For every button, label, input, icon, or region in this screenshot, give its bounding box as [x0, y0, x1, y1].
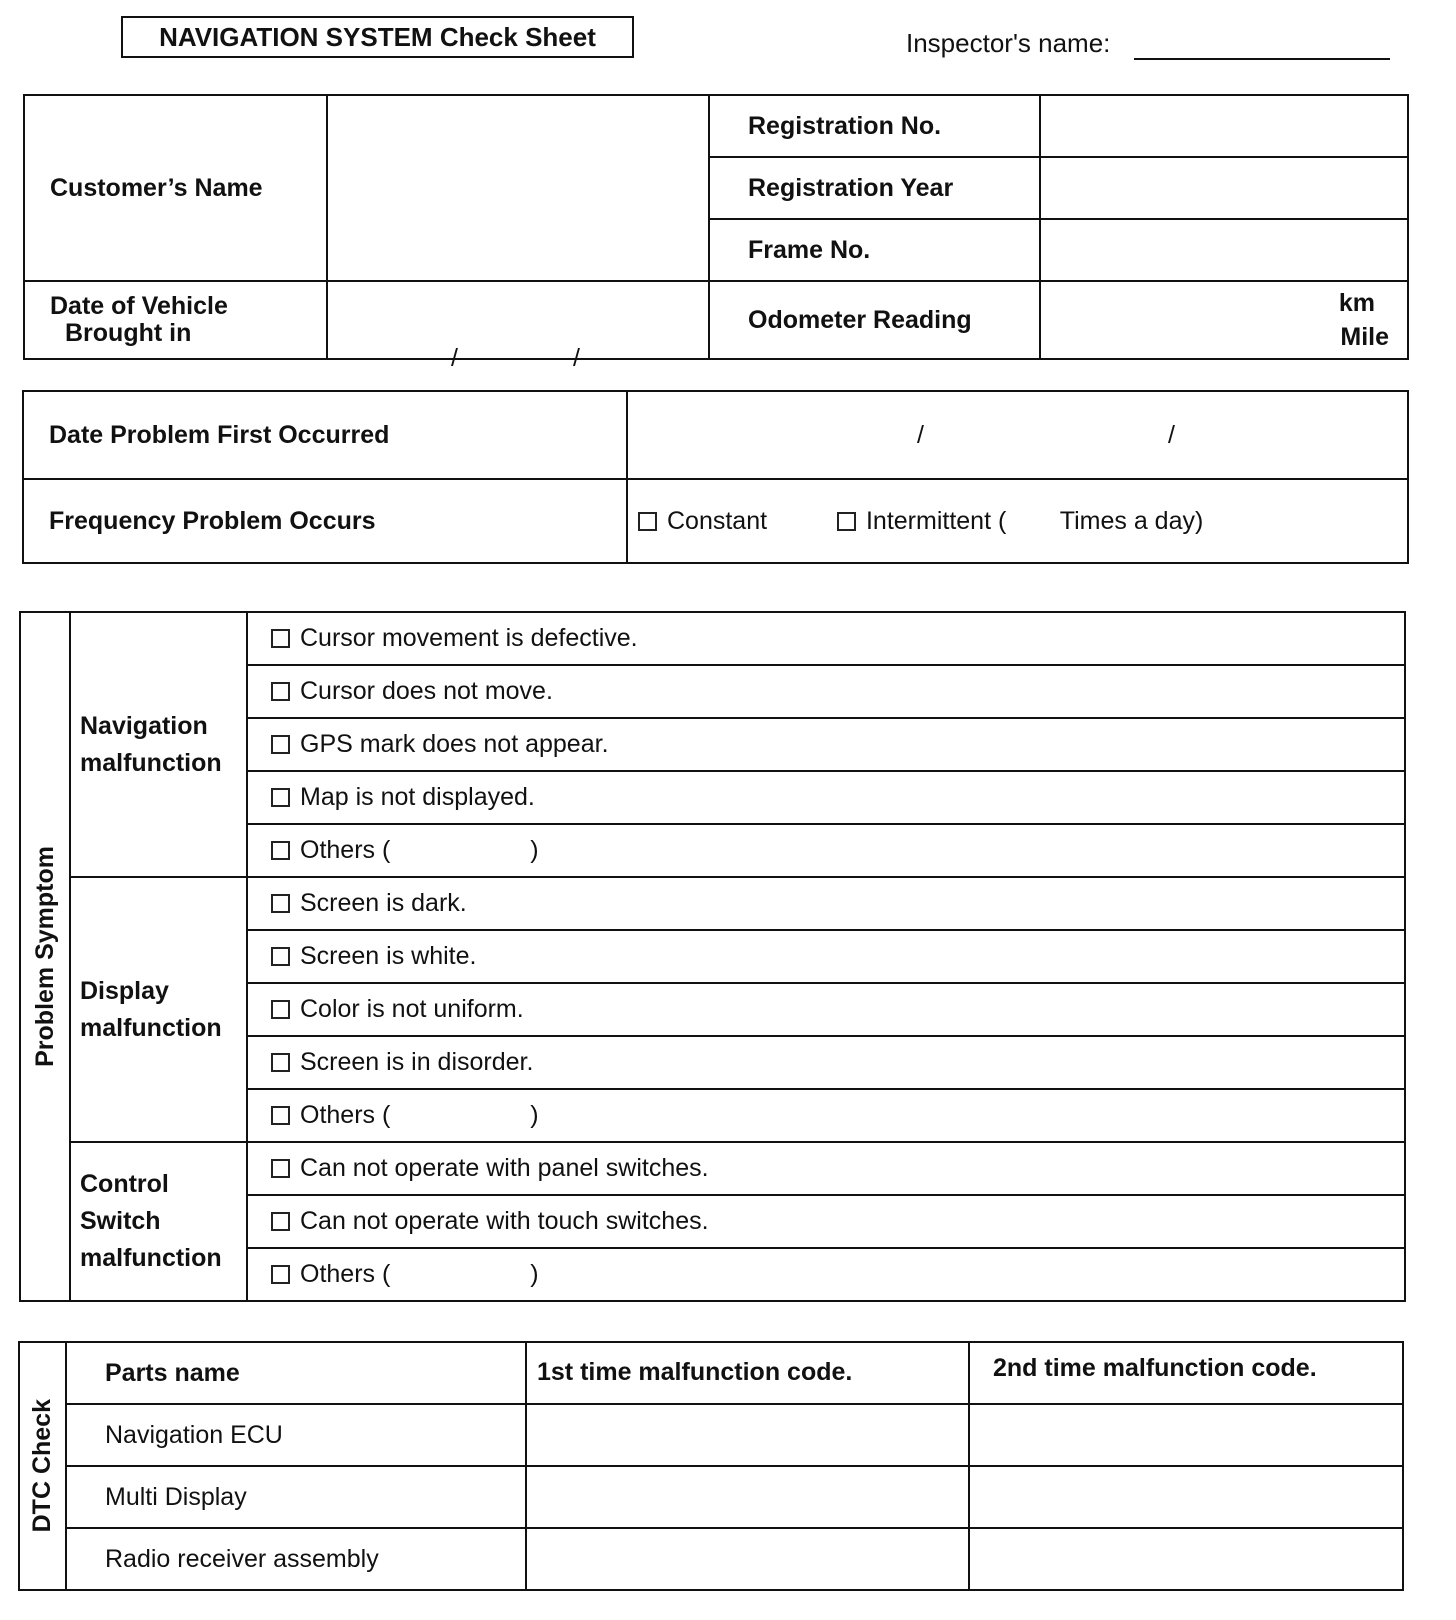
inspector-name-field[interactable] — [1134, 58, 1390, 60]
control-label-line2: Switch — [80, 1207, 161, 1235]
frequency-label: Frequency Problem Occurs — [23, 479, 627, 563]
option-label: Color is not uniform. — [300, 995, 524, 1023]
symptom-option — [247, 665, 1405, 718]
customer-name-field[interactable] — [327, 95, 709, 281]
dtc-check-section — [19, 1342, 66, 1590]
checkbox[interactable] — [271, 947, 290, 966]
part-name: Navigation ECU — [66, 1404, 526, 1466]
option-label: Screen is white. — [300, 942, 477, 970]
display-label-line2: malfunction — [80, 1013, 222, 1042]
option-label: Can not operate with touch switches. — [300, 1207, 709, 1235]
checkbox[interactable] — [271, 735, 290, 754]
option-label: Cursor movement is defective. — [300, 624, 638, 652]
option-label: Cursor does not move. — [300, 677, 553, 705]
first-code-field[interactable] — [526, 1466, 969, 1528]
date-brought-in-label-line1: Date of Vehicle — [50, 292, 228, 320]
date-brought-in-field[interactable] — [327, 281, 709, 372]
others-close: ) — [530, 836, 539, 864]
checkbox[interactable] — [271, 1212, 290, 1231]
symptom-option — [247, 771, 1405, 824]
second-code-field[interactable] — [969, 1466, 1403, 1528]
control-label-line3: malfunction — [80, 1244, 222, 1272]
checkbox[interactable] — [271, 1053, 290, 1072]
checkbox[interactable] — [271, 894, 290, 913]
date-separator: / — [1168, 421, 1175, 449]
frequency-options — [627, 479, 1408, 563]
symptom-option — [247, 983, 1405, 1036]
date-brought-in-label-line2: Brought in — [65, 319, 192, 347]
date-separator: / — [451, 344, 458, 372]
second-code-header: 2nd time malfunction code. — [969, 1342, 1403, 1404]
odometer-label: Odometer Reading — [709, 281, 1040, 359]
problem-symptom-section — [20, 612, 70, 1301]
option-label: Screen is in disorder. — [300, 1048, 534, 1076]
others-label: Others ( — [300, 836, 391, 864]
intermittent-label: Intermittent ( — [865, 506, 1007, 535]
vehicle-info-table — [23, 94, 1409, 372]
frame-no-field[interactable] — [1040, 219, 1408, 281]
dtc-check-table — [18, 1341, 1404, 1591]
date-brought-in-label — [24, 281, 327, 359]
checkbox[interactable] — [271, 629, 290, 648]
problem-occurrence-table — [22, 390, 1409, 564]
option-label: Map is not displayed. — [300, 783, 535, 811]
control-label-line1: Control — [80, 1170, 169, 1198]
frame-no-label: Frame No. — [709, 219, 1040, 281]
first-code-field[interactable] — [526, 1404, 969, 1466]
problem-symptom-label: Problem Symptom — [30, 846, 59, 1067]
checkbox[interactable] — [271, 841, 290, 860]
registration-no-field[interactable] — [1040, 95, 1408, 157]
page-title: NAVIGATION SYSTEM Check Sheet — [121, 16, 634, 58]
symptom-option — [247, 1036, 1405, 1089]
others-close: ) — [530, 1101, 539, 1129]
option-label: Can not operate with panel switches. — [300, 1154, 709, 1182]
inspector-name-label: Inspector's name: — [906, 28, 1111, 58]
navigation-label-line1: Navigation — [80, 711, 208, 740]
problem-symptom-table — [19, 611, 1406, 1302]
dtc-check-label: DTC Check — [28, 1399, 56, 1533]
others-label: Others ( — [300, 1101, 391, 1129]
registration-year-label: Registration Year — [709, 157, 1040, 219]
symptom-option — [247, 1195, 1405, 1248]
checkbox-intermittent[interactable] — [837, 512, 856, 531]
navigation-label-line2: malfunction — [80, 748, 222, 777]
customer-name-label: Customer’s Name — [24, 95, 327, 281]
constant-label: Constant — [667, 506, 768, 535]
second-code-field[interactable] — [969, 1404, 1403, 1466]
checkbox[interactable] — [271, 1000, 290, 1019]
odometer-field[interactable] — [1040, 281, 1408, 359]
symptom-option — [247, 1142, 1405, 1195]
option-label: Screen is dark. — [300, 889, 467, 917]
date-separator: / — [573, 344, 580, 372]
display-label-line1: Display — [80, 976, 169, 1005]
symptom-option-others — [247, 1248, 1405, 1301]
part-name: Multi Display — [66, 1466, 526, 1528]
checkbox-constant[interactable] — [638, 512, 657, 531]
registration-year-field[interactable] — [1040, 157, 1408, 219]
date-first-occurred-label: Date Problem First Occurred — [23, 391, 627, 479]
symptom-option — [247, 718, 1405, 771]
registration-no-label: Registration No. — [709, 95, 1040, 157]
second-code-field[interactable] — [969, 1528, 1403, 1590]
control-switch-malfunction-label — [70, 1142, 247, 1301]
symptom-option — [247, 612, 1405, 665]
symptom-option — [247, 877, 1405, 930]
display-malfunction-label — [70, 877, 247, 1142]
times-a-day-label: Times a day) — [1059, 506, 1204, 535]
symptom-option — [247, 930, 1405, 983]
checkbox[interactable] — [271, 1106, 290, 1125]
checkbox[interactable] — [271, 1265, 290, 1284]
unit-km: km — [1338, 289, 1375, 317]
navigation-malfunction-label — [70, 612, 247, 877]
date-separator: / — [917, 421, 924, 449]
others-label: Others ( — [300, 1260, 391, 1288]
symptom-option-others — [247, 1089, 1405, 1142]
checkbox[interactable] — [271, 788, 290, 807]
checkbox[interactable] — [271, 1159, 290, 1178]
unit-mile: Mile — [1340, 323, 1389, 351]
symptom-option-others — [247, 824, 1405, 877]
date-first-occurred-field[interactable] — [627, 391, 1408, 479]
part-name: Radio receiver assembly — [66, 1528, 526, 1590]
others-close: ) — [530, 1260, 539, 1288]
first-code-header: 1st time malfunction code. — [526, 1342, 969, 1404]
parts-name-header: Parts name — [66, 1342, 526, 1404]
checkbox[interactable] — [271, 682, 290, 701]
first-code-field[interactable] — [526, 1528, 969, 1590]
option-label: GPS mark does not appear. — [300, 730, 609, 758]
